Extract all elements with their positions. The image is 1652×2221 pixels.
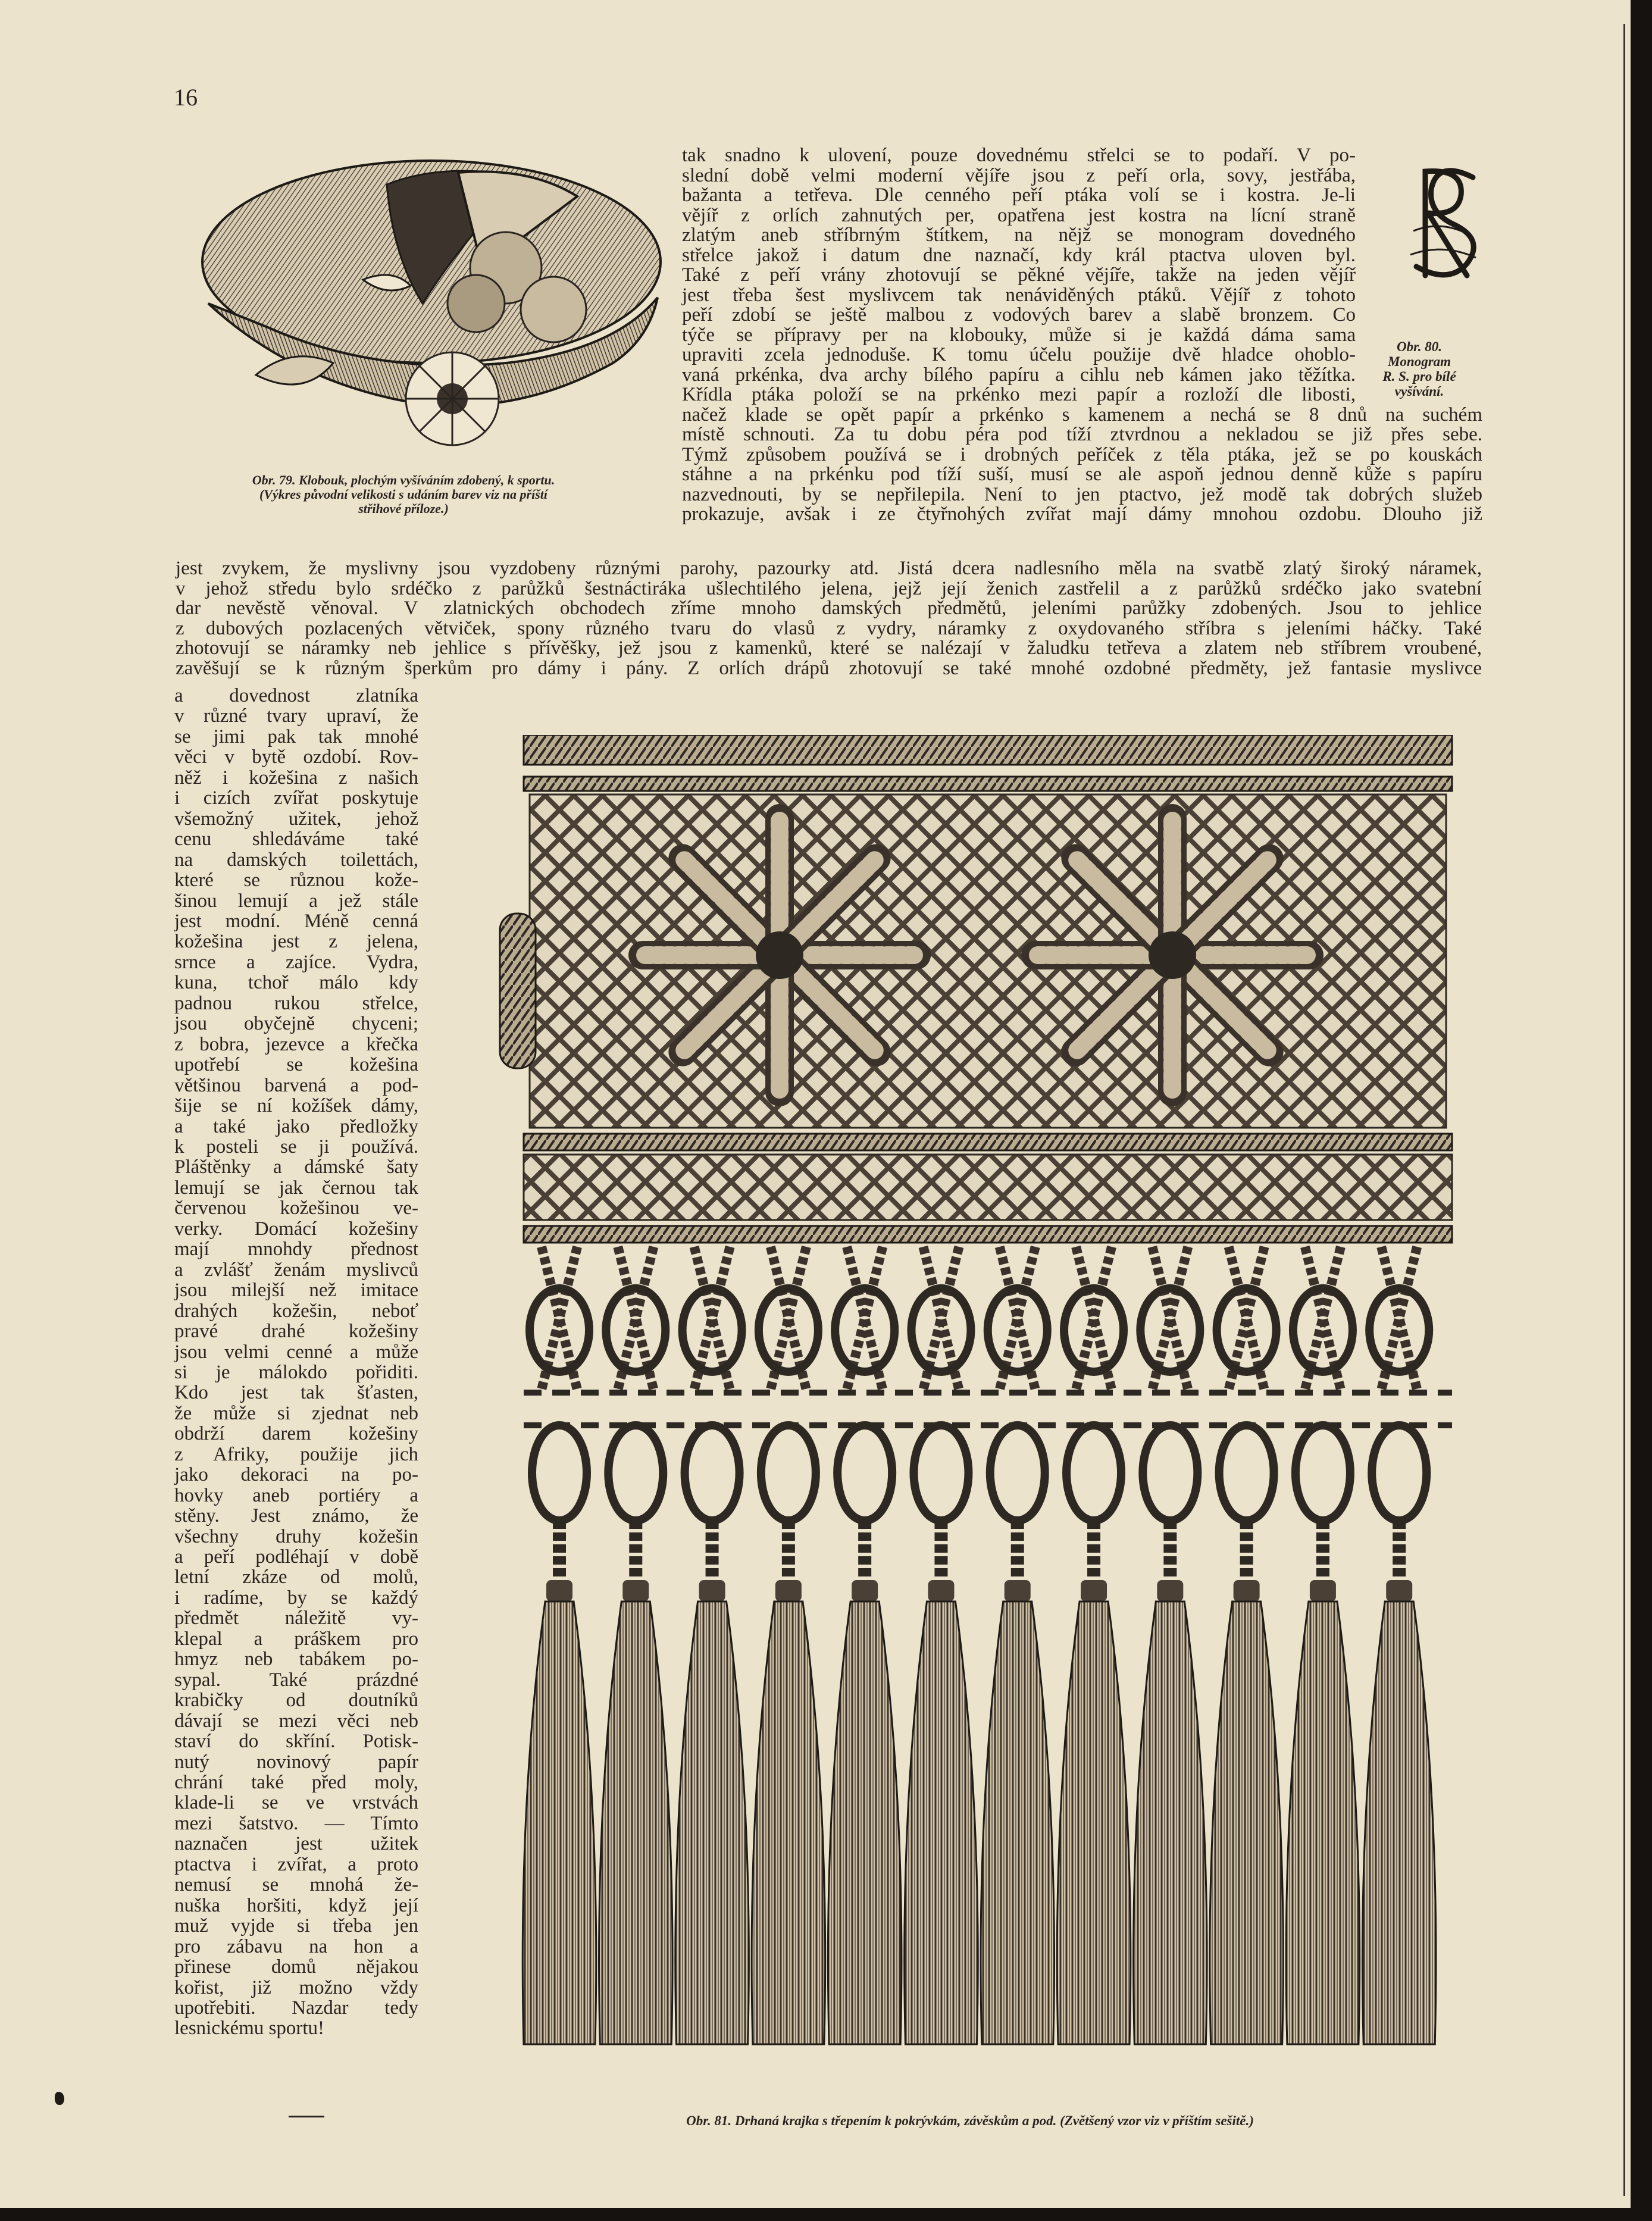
text-line: prokazuje, avšak i ze čtyřnohých zvířat mají dámy mnohou ozdobu. Dlouho již (682, 503, 1482, 525)
text-line: cenu shledáváme také (174, 828, 418, 850)
text-line: naznačen jest užitek (174, 1833, 418, 1855)
tassel-head (1310, 1580, 1336, 1601)
body-text-left-column (174, 686, 418, 2039)
text-line: bažanta a tetřeva. Dle cenného peří ptáka volí se i kostra. Je-li (682, 184, 1356, 206)
text-line: kožešina jest z jelena, (174, 931, 418, 953)
text-line: jako dekoraci na po- (174, 1464, 418, 1486)
text-line: staví do skříní. Potisk- (174, 1731, 418, 1753)
text-line: si je málokdo pořiditi. (174, 1361, 418, 1383)
text-line: všemožný užitek, jehož (174, 808, 418, 830)
text-line: místě schnouti. Za tu dobu péra pod tíží ztvrdnou a nekladou se již přes sebe. (682, 424, 1482, 445)
text-line: z dubových pozlacených větviček, spony různého tvaru do vlasů z vydry, náramky z oxydovaného stříbra s jeleními háčky. Také (176, 617, 1482, 639)
text-line: nemusí se mnohá že- (174, 1874, 418, 1896)
end-dash-ornament (289, 2116, 324, 2117)
text-line: chrání také před moly, (174, 1772, 418, 1794)
star-center (1149, 931, 1196, 979)
text-line: na damských toilettách, (174, 849, 418, 871)
text-line: Také z peří vrány zhotovují se pěkné vějíře, takže na jeden vějíř (682, 264, 1356, 286)
lace-cord-rod (524, 1226, 1452, 1243)
text-line: ptactva i zvířat, a proto (174, 1853, 418, 1875)
text-line: něž i kožešina z našich (174, 767, 418, 789)
tassel-head (699, 1580, 725, 1601)
text-line: se jimi pak tak mnohé (174, 725, 418, 747)
text-line: Křídla ptáka položí se na prkénko mezi papír a rozloží dle libosti, (682, 384, 1356, 405)
caption-line: Obr. 79. Klobouk, plochým vyšíváním zdobený, k sportu. (252, 473, 555, 487)
text-line: srnce a zajíce. Vydra, (174, 951, 418, 973)
text-line: že může si zjednat neb (174, 1402, 418, 1424)
tassel-head (1157, 1580, 1183, 1601)
hat-illustration (196, 149, 667, 446)
lace-mesh-band (524, 1155, 1452, 1220)
text-line: verky. Domácí kožešiny (174, 1218, 418, 1240)
text-line: klade-li se ve vrstvách (174, 1792, 418, 1814)
tassel-head (928, 1580, 954, 1601)
text-line: v jehož středu bylo srdéčko z parůžků šestnáctiráka ušlechtilého jelena, jejž její ženich zastřelil a z parůžků srdéčko jako svatební (176, 577, 1482, 599)
star-center (756, 931, 803, 979)
book-spine (1631, 0, 1652, 2221)
text-line: kořist, již možno vždy (174, 1976, 418, 1998)
text-line: upotřebí se kožešina (174, 1054, 418, 1076)
text-line: mají mnohdy přednost (174, 1238, 418, 1260)
tassel-head (622, 1580, 649, 1601)
text-line: Kdo jest tak šťasten, (174, 1382, 418, 1404)
text-line: mezi šatstvo. — Tímto (174, 1812, 418, 1834)
figure-81-caption: Obr. 81. Drhaná krajka s třepením k pokrývkám, závěskům a pod. (Zvětšený vzor viz v příštím sešitě.) (686, 2113, 1254, 2128)
text-line: zlatým aneb stříbrným štítkem, na nějž se monogram dovedného (682, 224, 1356, 246)
text-line: nutý novinový papír (174, 1751, 418, 1773)
text-line: letní zkáze od molů, (174, 1566, 418, 1588)
text-line: i cizích zvířat poskytuje (174, 787, 418, 809)
text-line: zavěšují se k různým šperkům pro dámy i pány. Z orlích drápů zhotovují se také mnohé ozdobné předměty, jež fantasie myslivce (176, 657, 1482, 679)
text-line: klepal a práškem pro (174, 1628, 418, 1650)
text-line: drahých kožešin, neboť (174, 1300, 418, 1322)
caption-line: (Výkres původní velikosti s udáním barev viz na příští (259, 487, 548, 502)
text-line: Týmž způsobem používá se i drobných peříček z těla ptáka, jež se po kouskách (682, 443, 1482, 465)
margin-ink-mark (55, 2092, 64, 2105)
lace-top-band (524, 735, 1452, 765)
text-line: upotřebiti. Nazdar tedy (174, 1997, 418, 2019)
text-line: přinese domů nějakou (174, 1956, 418, 1978)
lace-cord-rod (524, 777, 1452, 791)
text-line: předmět náležitě vy- (174, 1607, 418, 1629)
tassel-head (1005, 1580, 1031, 1601)
text-line: dávají se mezi věci neb (174, 1710, 418, 1732)
tassel-head (1234, 1580, 1260, 1601)
caption-line: Monogram (1387, 354, 1451, 369)
text-line: muž vyjde si třeba jen (174, 1915, 418, 1937)
text-line: věci v bytě ozdobí. Rov- (174, 746, 418, 768)
text-line: a také jako předložky (174, 1115, 418, 1137)
caption-line: střihové příloze.) (358, 501, 449, 516)
text-line: i radíme, by se každý (174, 1587, 418, 1609)
text-line: v různé tvary upraví, že (174, 705, 418, 727)
text-line: týče se přípravy per na klobouky, může si je každá dáma sama (682, 324, 1356, 346)
text-line: šije se ní kožíšek dámy, (174, 1095, 418, 1117)
tassel-head (546, 1580, 572, 1601)
scan-bottom-edge (0, 2208, 1652, 2221)
text-line: z Afriky, použije jich (174, 1443, 418, 1465)
text-line: lemují se jak černou tak (174, 1177, 418, 1199)
text-line: padnou rukou střelce, (174, 992, 418, 1014)
text-line: slední době velmi moderní vějíře jsou z peří orla, sovy, jestřába, (682, 164, 1356, 186)
text-line: šinou lemují a jež stále (174, 890, 418, 912)
text-line: všechny druhy kožešin (174, 1525, 418, 1547)
text-line: z bobra, jezevce a křečka (174, 1033, 418, 1055)
caption-line: Obr. 80. (1396, 339, 1443, 354)
caption-line: R. S. pro bílé (1382, 369, 1456, 384)
text-line: jsou velmi cenné a může (174, 1341, 418, 1363)
text-line: střelce jakož i datum dne naznačí, kdy král ptactva uloven byl. (682, 244, 1356, 266)
text-line: kuna, tchoř málo kdy (174, 972, 418, 994)
text-line: a zvlášť ženám myslivců (174, 1259, 418, 1281)
text-line: pro zábavu na hon a (174, 1935, 418, 1957)
text-line: k posteli se ji používá. (174, 1135, 418, 1158)
text-line: červenou kožešinou ve- (174, 1197, 418, 1219)
lace-side-loop (500, 914, 536, 1068)
lace-cord-rod (524, 1134, 1452, 1150)
text-line: obdrží darem kožešiny (174, 1423, 418, 1445)
text-line: dar nevěstě věnoval. V zlatnických obchodech zříme mnoho damských předmětů, jeleními parůžky zdobených. Jsou to jehlice (176, 598, 1482, 619)
body-text-full-width (176, 559, 1482, 678)
page-edge-line (1623, 24, 1625, 2196)
text-line: jsou obyčejně chyceni; (174, 1013, 418, 1035)
text-line: upraviti zcela jednoduše. K tomu účelu použije dvě hladce ohoblo- (682, 344, 1356, 365)
text-line: vaná prkénka, dva archy bílého papíru a cihlu neb kámen jako těžítka. (682, 364, 1356, 386)
text-line: které se různou kože- (174, 869, 418, 891)
text-line: jest modní. Méně cenná (174, 910, 418, 932)
tassel-head (1081, 1580, 1107, 1601)
text-line: nazvednouti, by se nepřilepila. Není to jen ptactvo, jež modě tak dobrých služeb (682, 483, 1482, 505)
body-text-right-top (682, 146, 1482, 525)
text-line: zhotovují se náramky neb jehlice s přívěšky, jež jsou z kamenků, které se nalézají v žaludku tetřeva a zlatem neb stříbrem vroubené, (176, 637, 1482, 659)
page-number: 16 (174, 84, 198, 111)
text-line: krabičky od doutníků (174, 1690, 418, 1712)
text-line: peří zdobí se ještě malbou z vodových barev a slabě bronzem. Co (682, 304, 1356, 326)
text-line: jsou milejší než imitace (174, 1280, 418, 1302)
tassel-head (775, 1580, 802, 1601)
text-line: nuška horšiti, když její (174, 1894, 418, 1916)
text-line: sypal. Také prázdné (174, 1669, 418, 1691)
text-line: většinou barvená a pod- (174, 1074, 418, 1096)
tassel-head (1386, 1580, 1412, 1601)
text-line: vějíř z orlích zahnutých per, opatřena jest kostra na lícní straně (682, 204, 1356, 226)
tassel-head (852, 1580, 878, 1601)
figure-79-caption (177, 473, 630, 516)
text-line: Pláštěnky a dámské šaty (174, 1156, 418, 1178)
text-line: stáhne a na prkénku pod tíží suší, musí se ale aspoň jednou denně kůže s papíru (682, 464, 1482, 485)
text-line: jest třeba šest myslivcem tak nenáviděných ptáků. Vějíř z tohoto (682, 284, 1356, 306)
text-line: načež klade se opět papír a prkénko s kamenem a nechá se 8 dnů na suchém (682, 403, 1482, 426)
text-line: a dovednost zlatníka (174, 685, 418, 706)
text-line: pravé drahé kožešiny (174, 1321, 418, 1343)
text-line: hovky aneb portiéry a (174, 1484, 418, 1506)
caption-line: vyšívání. (1394, 384, 1444, 399)
text-line: lesnickému sportu! (174, 2017, 325, 2039)
text-line: hmyz neb tabákem po- (174, 1648, 418, 1671)
text-line: jest zvykem, že myslivny jsou vyzdobeny různými parohy, pazourky atd. Jistá dcera nadlesního měla na svatbě zlatý široký náramek, (176, 558, 1482, 579)
macrame-lace-illustration (488, 735, 1482, 2068)
text-line: a peří podléhají v době (174, 1546, 418, 1568)
text-line: tak snadno k ulovení, pouze dovednému střelci se to podaří. V po- (682, 145, 1356, 166)
text-line: stěny. Jest známo, že (174, 1505, 418, 1527)
